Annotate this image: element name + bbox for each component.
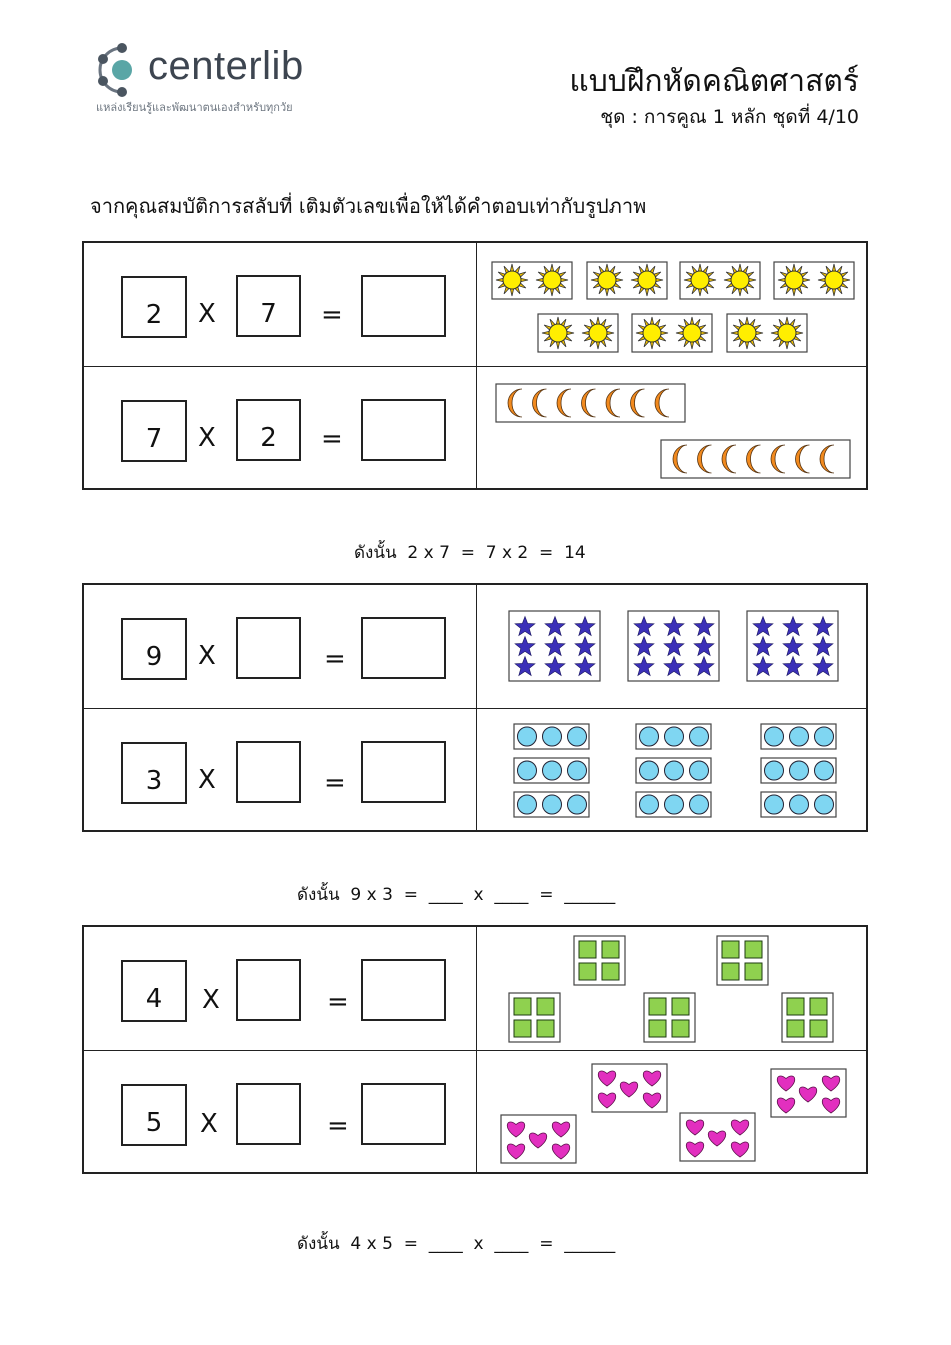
green-square-icon xyxy=(514,1020,531,1037)
multiply-sign: X xyxy=(198,641,216,671)
instruction-text: จากคุณสมบัติการสลับที่ เติมตัวเลขเพื่อให้ได้คำตอบเท่ากับรูปภาพ xyxy=(90,194,647,218)
sun-group xyxy=(632,314,712,352)
star-group xyxy=(747,611,838,681)
circle-icon xyxy=(690,795,709,814)
circle-group xyxy=(514,724,589,749)
circle-group xyxy=(514,758,589,783)
circle-icon xyxy=(568,795,587,814)
heart-groups xyxy=(478,1051,868,1174)
multiply-sign: X xyxy=(198,299,216,329)
circle-icon xyxy=(790,727,809,746)
picture-circles xyxy=(478,709,868,832)
circle-group xyxy=(636,758,711,783)
circle-group xyxy=(761,758,836,783)
factor-a-box: 7 xyxy=(121,400,187,462)
sun-group xyxy=(680,262,760,299)
equals-sign: = xyxy=(327,1111,349,1141)
circle-icon xyxy=(790,761,809,780)
answer-box[interactable] xyxy=(361,741,446,803)
therefore-line-1: ดังนั้น 2 x 7 = 7 x 2 = 14 xyxy=(354,543,586,563)
exercise-table-1 xyxy=(82,241,868,490)
green-square-group xyxy=(574,936,625,985)
green-square-icon xyxy=(537,1020,554,1037)
sun-group xyxy=(727,314,807,352)
picture-hearts xyxy=(478,1051,868,1174)
multiply-sign: X xyxy=(198,765,216,795)
circle-icon xyxy=(640,727,659,746)
green-square-icon xyxy=(579,941,596,958)
green-square-icon xyxy=(514,998,531,1015)
answer-box[interactable] xyxy=(361,399,446,461)
equation-row xyxy=(84,585,476,708)
factor-b-box[interactable] xyxy=(236,741,301,803)
green-square-group xyxy=(644,993,695,1042)
factor-a-box: 9 xyxy=(121,618,187,680)
green-square-icon xyxy=(787,998,804,1015)
factor-b-box[interactable] xyxy=(236,959,301,1021)
circle-icon xyxy=(640,795,659,814)
circle-group xyxy=(636,724,711,749)
equation-row xyxy=(84,1051,476,1174)
green-square-group xyxy=(509,993,560,1042)
sun-group xyxy=(774,262,854,299)
circle-icon xyxy=(568,727,587,746)
green-square-group xyxy=(782,993,833,1042)
heart-group xyxy=(501,1115,576,1163)
equals-sign: = xyxy=(327,987,349,1017)
equation-row xyxy=(84,243,476,366)
green-square-icon xyxy=(537,998,554,1015)
logo-icon xyxy=(92,40,152,100)
star-group xyxy=(628,611,719,681)
multiply-sign: X xyxy=(202,985,220,1015)
circle-icon xyxy=(765,761,784,780)
equation-row xyxy=(84,927,476,1050)
factor-b-box: 7 xyxy=(236,275,301,337)
exercise-table-3 xyxy=(82,925,868,1174)
star-group xyxy=(509,611,600,681)
circle-icon xyxy=(765,795,784,814)
multiply-sign: X xyxy=(198,423,216,453)
circle-icon xyxy=(543,727,562,746)
worksheet-subtitle: ชุด : การคูณ 1 หลัก ชุดที่ 4/10 xyxy=(600,106,859,128)
sun-group xyxy=(587,262,667,299)
circle-icon xyxy=(815,761,834,780)
factor-a-box: 3 xyxy=(121,742,187,804)
logo-tagline: แหล่งเรียนรู้และพัฒนาตนเองสำหรับทุกวัย xyxy=(96,101,293,114)
moon-groups xyxy=(478,367,868,490)
factor-a-box: 4 xyxy=(121,960,187,1022)
factor-a-box: 2 xyxy=(121,276,187,338)
green-square-icon xyxy=(672,1020,689,1037)
equals-sign: = xyxy=(324,768,346,798)
equals-sign: = xyxy=(324,644,346,674)
table-column-divider xyxy=(476,243,477,488)
circle-group xyxy=(761,792,836,817)
factor-b-box[interactable] xyxy=(236,617,301,679)
green-square-icon xyxy=(579,963,596,980)
green-square-icon xyxy=(810,998,827,1015)
logo-wordmark: centerlib xyxy=(148,44,304,88)
answer-box[interactable] xyxy=(361,959,446,1021)
picture-stars xyxy=(478,585,868,708)
star-groups xyxy=(478,585,868,708)
circle-icon xyxy=(543,795,562,814)
factor-b-box: 2 xyxy=(236,399,301,461)
circle-groups xyxy=(478,709,868,832)
moon-group xyxy=(496,384,685,422)
equals-sign: = xyxy=(321,300,343,330)
answer-box[interactable] xyxy=(361,617,446,679)
circle-icon xyxy=(690,761,709,780)
circle-icon xyxy=(815,727,834,746)
circle-group xyxy=(514,792,589,817)
sun-groups xyxy=(478,243,868,366)
circle-icon xyxy=(665,761,684,780)
circle-group xyxy=(761,724,836,749)
heart-group xyxy=(680,1113,755,1161)
circle-group xyxy=(636,792,711,817)
therefore-line-2: ดังนั้น 9 x 3 = ____ x ____ = ______ xyxy=(297,885,616,905)
circle-icon xyxy=(690,727,709,746)
circle-icon xyxy=(665,727,684,746)
equation-row xyxy=(84,709,476,832)
circle-icon xyxy=(518,795,537,814)
picture-suns xyxy=(478,243,868,366)
sun-group xyxy=(492,262,572,299)
multiply-sign: X xyxy=(200,1109,218,1139)
table-column-divider xyxy=(476,927,477,1172)
green-square-icon xyxy=(649,1020,666,1037)
sun-group xyxy=(538,314,618,352)
picture-green-squares xyxy=(478,927,868,1050)
green-square-icon xyxy=(722,963,739,980)
equals-sign: = xyxy=(321,424,343,454)
circle-icon xyxy=(815,795,834,814)
answer-box[interactable] xyxy=(361,275,446,337)
green-square-icon xyxy=(602,941,619,958)
green-square-icon xyxy=(649,998,666,1015)
table-column-divider xyxy=(476,585,477,830)
factor-b-box[interactable] xyxy=(236,1083,301,1145)
worksheet-title: แบบฝึกหัดคณิตศาสตร์ xyxy=(569,64,859,99)
factor-a-box: 5 xyxy=(121,1084,187,1146)
circle-icon xyxy=(640,761,659,780)
answer-box[interactable] xyxy=(361,1083,446,1145)
circle-icon xyxy=(568,761,587,780)
circle-icon xyxy=(543,761,562,780)
circle-icon xyxy=(518,761,537,780)
picture-moons xyxy=(478,367,868,490)
exercise-table-2 xyxy=(82,583,868,832)
green-square-group xyxy=(717,936,768,985)
circle-icon xyxy=(790,795,809,814)
moon-group xyxy=(661,440,850,478)
green-square-icon xyxy=(745,963,762,980)
green-square-icon xyxy=(672,998,689,1015)
circle-icon xyxy=(518,727,537,746)
equation-row xyxy=(84,367,476,490)
green-square-icon xyxy=(810,1020,827,1037)
green-square-icon xyxy=(602,963,619,980)
green-square-icon xyxy=(787,1020,804,1037)
circle-icon xyxy=(665,795,684,814)
green-square-icon xyxy=(745,941,762,958)
green-square-icon xyxy=(722,941,739,958)
heart-group xyxy=(592,1064,667,1112)
therefore-line-3: ดังนั้น 4 x 5 = ____ x ____ = ______ xyxy=(297,1234,616,1254)
heart-group xyxy=(771,1069,846,1117)
green-square-groups xyxy=(478,927,868,1050)
circle-icon xyxy=(765,727,784,746)
